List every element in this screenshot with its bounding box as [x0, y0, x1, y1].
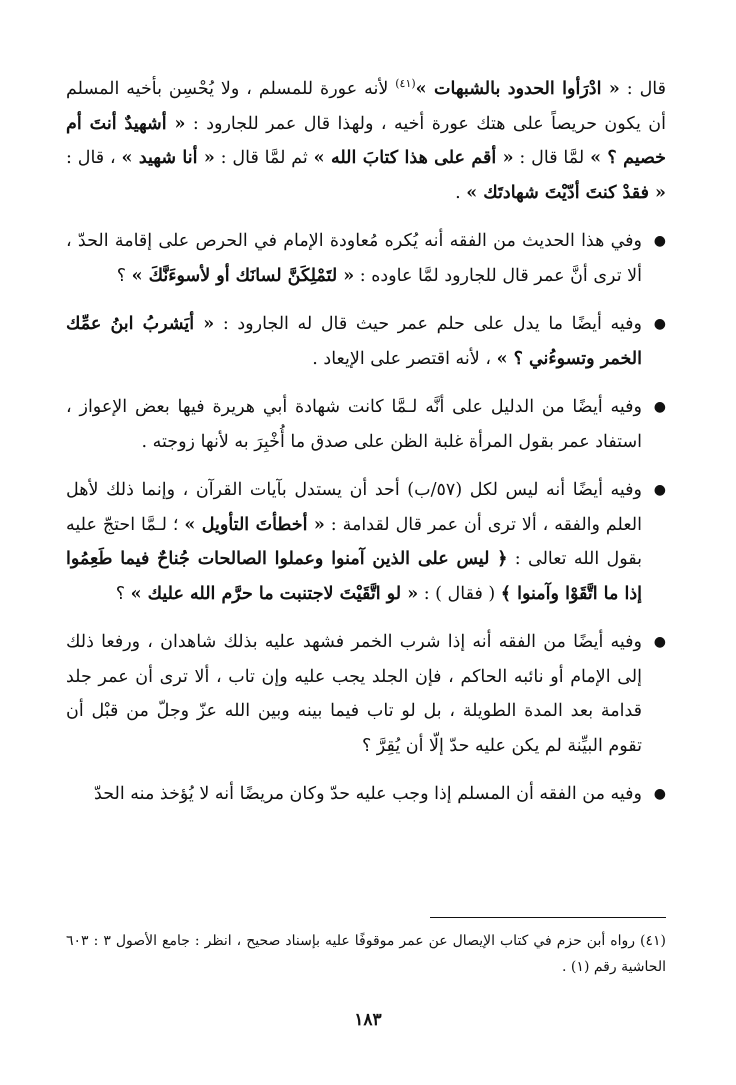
text-segment: .: [455, 182, 467, 203]
text-segment: وفيه من الفقه أن المسلم إذا وجب عليه حدّ وكان مريضًا أنه لا يُؤخذ منه الحدّ: [94, 784, 642, 804]
footnote-separator: [430, 917, 666, 918]
main-text: [66, 72, 666, 812]
text-segment: ( فقال ) :: [418, 583, 501, 604]
text-segment: لأنه عورة للمسلم ، ولا يُحْسِن بأخيه المسلم أن يكون حريصاً على هتك عورة أخيه ، ولهذا قال عمر للجارود :: [66, 79, 666, 134]
paragraph: [66, 625, 666, 763]
paragraph: [66, 390, 666, 459]
bullet-icon: ●: [653, 399, 666, 415]
quotation: « لو اتَّقَيْتَ لاجتنبت ما حرَّم الله عليك »: [130, 583, 419, 604]
bullet-icon: ●: [653, 634, 666, 650]
text-segment: وفيه أيضًا أنه ليس لكل (٥٧/ب) أحد أن يستدل بآيات القرآن ، وإنما ذلك لأهل العلم والفقه ، ألا ترى أن عمر قال لقدامة :: [66, 480, 643, 535]
bullet-icon: ●: [653, 233, 666, 249]
quotation: « لتَمْلِكَنَّ لسانَك أو لأسوءَنَّكَ »: [131, 265, 355, 286]
footnote: (٤١) رواه أبن حزم في كتاب الإيصال عن عمر موقوفًا عليه بإسناد صحيح ، انظر : جامع الأصول ٣ : ٦٠٣ الحاشية رقم (١) .: [66, 933, 666, 975]
text-segment: وفيه أيضًا من الدليل على أنَّه لـمَّا كانت شهادة أبي هريرة فيها بعض الإعواز ، استفاد عمر بقول المرأة غلبة الظن على صدق ما أُخْبِرَ به لأنها زوجته .: [66, 397, 642, 452]
paragraph: [66, 307, 666, 376]
paragraph: [66, 473, 666, 611]
quotation: « أشهيدٌ أنتَ أم خصيم ؟ »: [66, 113, 666, 168]
quotation: « أنا شهيد »: [121, 148, 215, 168]
bullet-icon: ●: [653, 786, 666, 802]
paragraph: [66, 224, 666, 293]
quotation: « فقدْ كنتَ أدّيْتَ شهادتَك »: [466, 182, 666, 203]
text-segment: وفيه أيضًا ما يدل على حلم عمر حيث قال له الجارود :: [214, 314, 642, 334]
text-segment: وفيه أيضًا من الفقه أنه إذا شرب الخمر فشهد عليه بذلك شاهدان ، ورفعا ذلك إلى الإمام أو نائبه الحاكم ، فإن الجلد يجب عليه وإن تاب ، ألا ترى أن عمر جلد قدامة بعد المدة الطويلة ، بل لو تاب فيما بينه وبين الله عزّ وجلّ من قبْل أن تقوم البيِّنة لم يكن عليه حدّ إلّا أن يُقِرَّ ؟: [66, 632, 642, 756]
text-segment: ؟: [116, 265, 132, 286]
paragraph: [66, 777, 666, 812]
quotation: « أقم على هذا كتابَ الله »: [313, 148, 514, 168]
paragraph: [66, 72, 666, 210]
quotation: « أيَشربُ ابنُ عمِّك الخمر وتسوءُني ؟ »: [66, 314, 642, 369]
text-segment: وفي هذا الحديث من الفقه أنه يُكره مُعاودة الإمام في الحرص على إقامة الحدّ ، ألا ترى أنَّ عمر قال للجارود لمَّا عاوده :: [66, 231, 642, 286]
bullet-icon: ●: [653, 482, 666, 498]
text-segment: ، قال :: [66, 148, 122, 168]
text-segment: ثم لمَّا قال :: [214, 148, 314, 168]
text-segment: قال :: [619, 79, 666, 99]
quotation: « ادْرَأوا الحدود بالشبهات »: [415, 79, 620, 99]
quotation: ﴿ ليس على الذين آمنوا وعملوا الصالحات جُناحٌ فيما طَعِمُوا إذا ما اتَّقَوْا وآمنوا ﴾: [66, 549, 642, 604]
page-number: ١٨٣: [354, 1010, 382, 1030]
text-segment: ؛ لـمَّا احتجّ عليه بقول الله تعالى :: [66, 514, 642, 569]
text-segment: ، لأنه اقتصر على الإيعاد .: [312, 348, 497, 369]
text-segment: ؟: [115, 583, 131, 604]
footnote-ref: (٤١): [395, 77, 416, 91]
bullet-icon: ●: [653, 316, 666, 332]
text-segment: لمَّا قال :: [513, 148, 591, 168]
quotation: « أخطأتَ التأويل »: [184, 514, 325, 535]
